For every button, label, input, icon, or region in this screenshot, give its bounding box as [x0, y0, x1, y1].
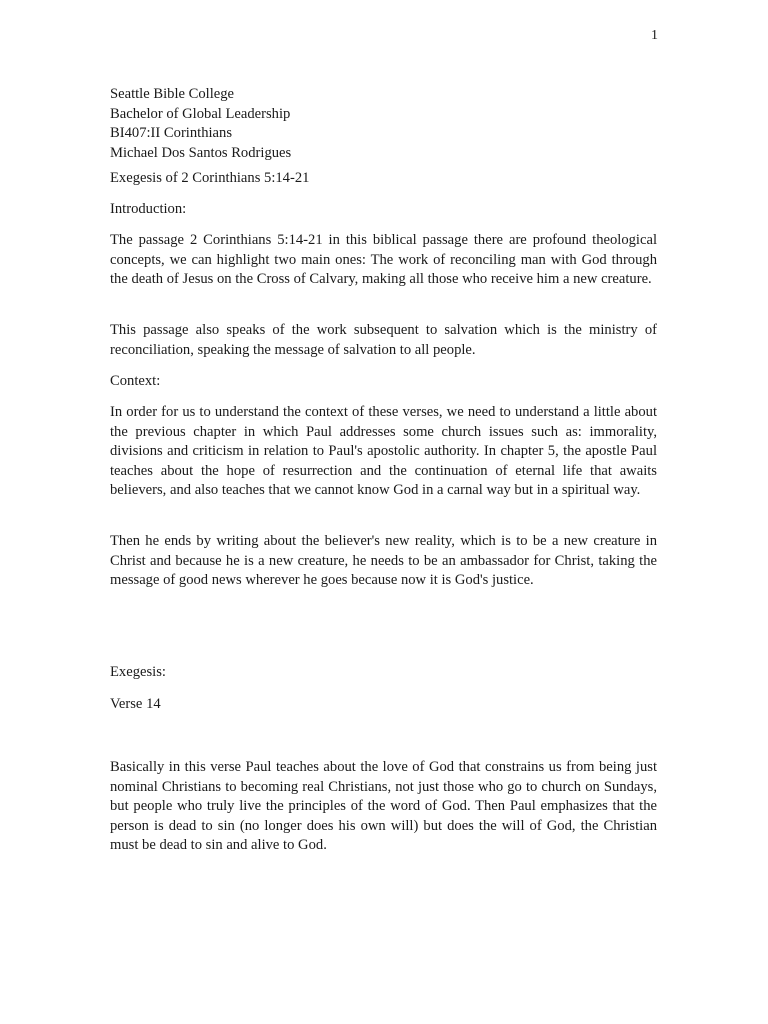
- header-program: Bachelor of Global Leadership: [110, 105, 291, 122]
- header-institution: Seattle Bible College: [110, 86, 235, 102]
- exegesis-paragraph-1: Basically in this verse Paul teaches about the love of God that constrains us from being just nominal Christians to becoming real Christians, not just those who go to church on Sundays, but people who truly live the principles of the word of God. Then Paul emphasizes that the person is dead to sin (no longer does his own will) but does the will of God, the Christian must be dead to sin and alive to God.: [110, 759, 657, 853]
- document-title: Exegesis of 2 Corinthians 5:14-21: [110, 170, 310, 186]
- header-author: Michael Dos Santos Rodrigues: [110, 144, 292, 161]
- exegesis-heading: Exegesis:: [110, 664, 166, 680]
- header-block: [110, 85, 657, 163]
- introduction-paragraph-1: The passage 2 Corinthians 5:14-21 in this biblical passage there are profound theological concepts, we can highlight two main ones: The work of reconciling man with God through the death of Jesus on the Cross of Calvary, making all those who receive him a new creature.: [110, 232, 657, 287]
- introduction-heading: Introduction:: [110, 201, 187, 217]
- introduction-paragraph-2: This passage also speaks of the work subsequent to salvation which is the ministry of reconciliation, speaking the message of salvation to all people.: [110, 322, 657, 358]
- context-heading: Context:: [110, 373, 161, 389]
- verse-heading: Verse 14: [110, 696, 161, 712]
- page-number: 1: [651, 28, 658, 43]
- context-paragraph-1: In order for us to understand the context of these verses, we need to understand a little about the previous chapter in which Paul addresses some church issues such as: immorality, divisions and criticism in relation to Paul's apostolic authority. In chapter 5, the apostle Paul teaches about the hope of resurrection and the continuation of eternal life that awaits believers, and also teaches that we cannot know God in a carnal way but in a spiritual way.: [110, 404, 657, 498]
- header-course: BI407:II Corinthians: [110, 125, 233, 141]
- context-paragraph-2: Then he ends by writing about the believer's new reality, which is to be a new creature in Christ and because he is a new creature, he needs to be an ambassador for Christ, taking the message of good news wherever he goes because now it is God's justice.: [110, 533, 657, 588]
